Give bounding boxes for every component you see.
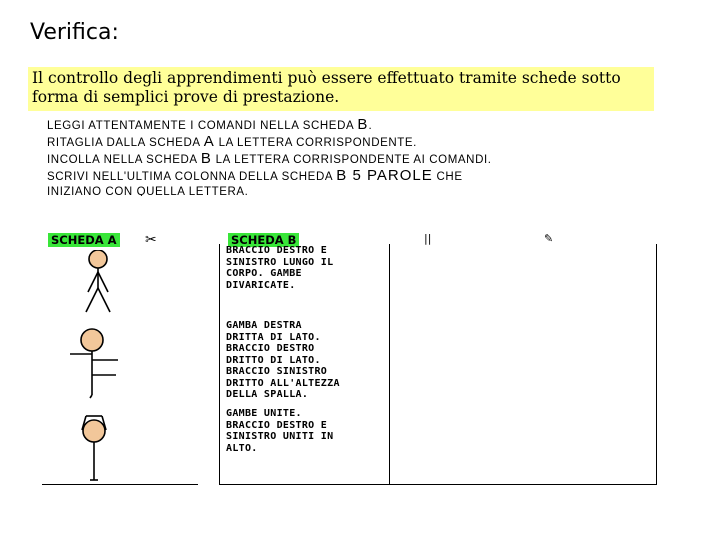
command-text-1: BRACCIO DESTRO E SINISTRO LUNGO IL CORPO. GAMBE DIVARICATE. xyxy=(226,245,334,291)
scheda-b-left-border xyxy=(219,244,220,485)
scheda-b-col-mark: || xyxy=(424,232,432,245)
scissors-icon: ✂ xyxy=(145,232,157,248)
scheda-a-bottom-rule xyxy=(42,484,198,485)
callout-box: Il controllo degli apprendimenti può essere effettuato tramite schede sotto forma di semplici prove di prestazione. xyxy=(28,67,654,111)
scheda-b-bottom-rule xyxy=(219,484,657,485)
slide-title: Verifica: xyxy=(30,20,119,45)
command-text-2: GAMBA DESTRA DRITTA DI LATO. BRACCIO DESTRO DRITTO DI LATO. BRACCIO SINISTRO DRITTO ALL'ALTEZZA DELLA SPALLA. xyxy=(226,320,340,400)
instruction-line-1: LEGGI ATTENTAMENTE I COMANDI NELLA SCHEDA B. xyxy=(47,116,373,133)
figure-arm-leg-side xyxy=(70,329,118,398)
scheda-b-col-divider xyxy=(389,244,390,485)
instruction-line-3: INCOLLA NELLA SCHEDA B LA LETTERA CORRISPONDENTE AI COMANDI. xyxy=(47,150,492,167)
scheda-b-right-border xyxy=(656,244,657,485)
instructions xyxy=(47,116,627,201)
pencil-icon: ✎ xyxy=(544,232,554,245)
instruction-line-4: SCRIVI NELL'ULTIMA COLONNA DELLA SCHEDA B 5 PAROLE CHE xyxy=(47,167,463,184)
scheda-a-figures xyxy=(60,250,150,485)
scheda-a-label: SCHEDA A xyxy=(48,233,120,247)
instruction-line-2: RITAGLIA DALLA SCHEDA A LA LETTERA CORRISPONDENTE. xyxy=(47,133,417,150)
instruction-line-5: INIZIANO CON QUELLA LETTERA. xyxy=(47,186,249,196)
scheda-b-label: SCHEDA B xyxy=(228,233,299,247)
figure-legs-apart xyxy=(86,250,110,312)
command-text-3: GAMBE UNITE. BRACCIO DESTRO E SINISTRO UNITI IN ALTO. xyxy=(226,408,334,454)
figure-arms-up xyxy=(82,416,106,480)
